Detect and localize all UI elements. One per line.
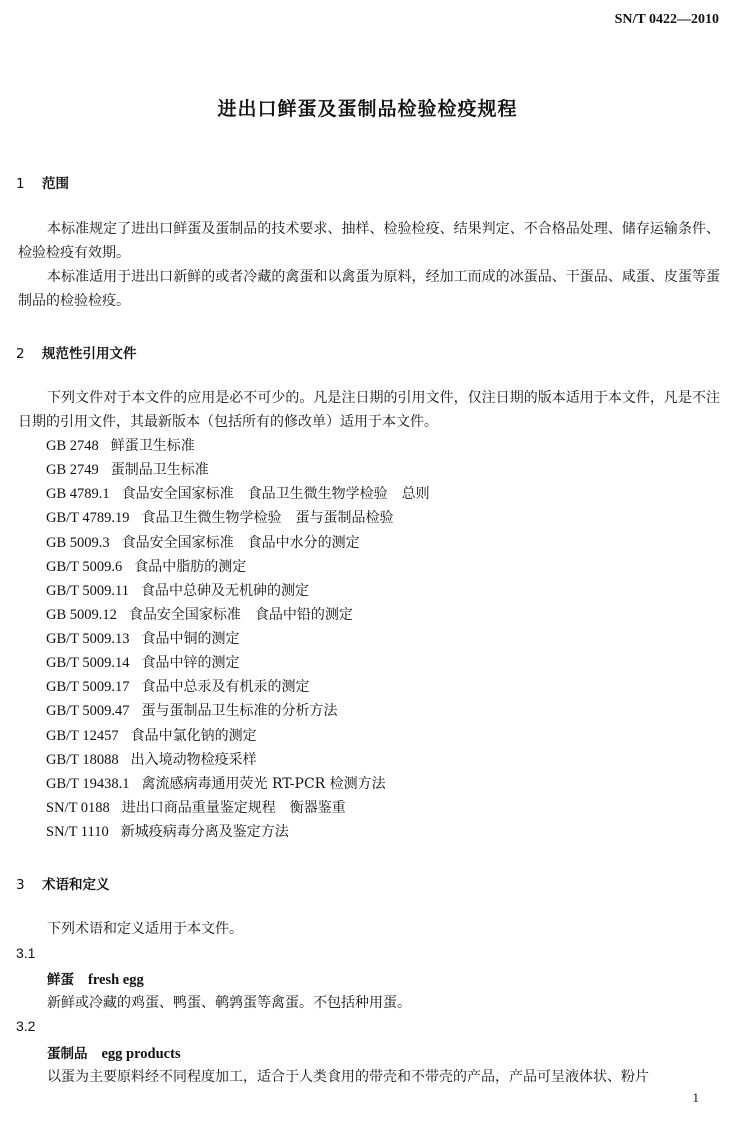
- reference-code: GB/T 5009.17: [46, 679, 130, 696]
- reference-code: GB 5009.3: [46, 534, 110, 551]
- reference-item: [46, 555, 430, 579]
- reference-item: [46, 531, 430, 555]
- reference-item: [46, 458, 430, 482]
- reference-item: [46, 699, 430, 723]
- terms-intro: 下列术语和定义适用于本文件。: [47, 921, 243, 937]
- reference-code: GB 2748: [46, 438, 99, 454]
- section-title: 规范性引用文件: [42, 346, 137, 362]
- term-definition: 以蛋为主要原料经不同程度加工，适合于人类食用的带壳和不带壳的产品，产品可呈液体状、粉片: [47, 1069, 649, 1085]
- reference-title: 食品安全国家标准 食品卫生微生物学检验 总则: [121, 486, 430, 503]
- section-number: 1: [16, 176, 25, 192]
- reference-item: [46, 796, 430, 820]
- term-heading: [47, 968, 144, 989]
- reference-code: GB 2749: [46, 462, 99, 479]
- section-title: 范围: [42, 176, 69, 192]
- reference-code: GB/T 18088: [46, 751, 119, 768]
- reference-item: [46, 506, 430, 530]
- reference-title: 食品安全国家标准 食品中水分的测定: [121, 534, 360, 551]
- reference-code: GB/T 5009.14: [46, 655, 130, 672]
- reference-code: GB/T 5009.11: [46, 582, 129, 599]
- scope-paragraph-2: 本标准适用于进出口新鲜的或者冷藏的禽蛋和以禽蛋为原料，经加工而成的冰蛋品、干蛋品、咸蛋、皮蛋等蛋制品的检验检疫。: [18, 269, 720, 309]
- reference-item: [46, 482, 430, 506]
- reference-title: 鲜蛋卫生标准: [110, 438, 195, 454]
- section-heading-scope: [16, 172, 69, 192]
- reference-item: [46, 651, 430, 675]
- reference-code: GB/T 5009.13: [46, 631, 130, 647]
- reference-item: [46, 724, 430, 748]
- scope-paragraph-1: 本标准规定了进出口鲜蛋及蛋制品的技术要求、抽样、检验检疫、结果判定、不合格品处理、储存运输条件、检验检疫有效期。: [18, 221, 720, 261]
- reference-item: [46, 579, 430, 603]
- section-title: 术语和定义: [42, 877, 110, 893]
- reference-code: GB/T 4789.19: [46, 510, 130, 527]
- reference-title: 食品中锌的测定: [141, 655, 240, 672]
- term-en: fresh egg: [88, 972, 144, 988]
- reference-title: 进出口商品重量鉴定规程 衡器鉴重: [121, 799, 346, 816]
- reference-title: 食品中总砷及无机砷的测定: [140, 582, 309, 599]
- reference-item: [46, 627, 430, 651]
- reference-title: 食品安全国家标准 食品中铅的测定: [128, 606, 353, 623]
- page-number: 1: [692, 1090, 699, 1105]
- reference-title: 禽流感病毒通用荧光 RT-PCR 检测方法: [141, 775, 386, 792]
- reference-title: 食品中总汞及有机汞的测定: [141, 679, 310, 696]
- reference-list: [46, 434, 430, 844]
- reference-title: 食品中铜的测定: [141, 631, 240, 647]
- reference-title: 食品卫生微生物学检验 蛋与蛋制品检验: [141, 510, 394, 527]
- section-heading-references: [16, 342, 137, 362]
- standard-code: SN/T 0422—2010: [614, 12, 719, 27]
- reference-code: SN/T 1110: [46, 824, 109, 840]
- reference-code: SN/T 0188: [46, 799, 110, 816]
- page-title: 进出口鲜蛋及蛋制品检验检疫规程: [217, 98, 518, 120]
- term-number: 3.1: [16, 945, 36, 961]
- reference-code: GB/T 12457: [46, 727, 119, 744]
- reference-item: [46, 748, 430, 772]
- term-en: egg products: [101, 1046, 181, 1062]
- reference-code: GB/T 19438.1: [46, 775, 130, 792]
- term-zh: 蛋制品: [47, 1046, 88, 1062]
- reference-title: 食品中脂肪的测定: [134, 558, 247, 575]
- term-definition: 新鲜或冷藏的鸡蛋、鸭蛋、鹌鹑蛋等禽蛋。不包括种用蛋。: [47, 995, 411, 1011]
- reference-item: [46, 675, 430, 699]
- section-number: 2: [16, 346, 25, 362]
- reference-code: GB 5009.12: [46, 606, 117, 623]
- reference-title: 新城疫病毒分离及鉴定方法: [120, 824, 289, 840]
- reference-item: [46, 603, 430, 627]
- reference-item: [46, 434, 430, 458]
- reference-title: 出入境动物检疫采样: [130, 751, 257, 768]
- section-number: 3: [16, 877, 25, 893]
- section-heading-terms: [16, 873, 110, 893]
- references-intro: 下列文件对于本文件的应用是必不可少的。凡是注日期的引用文件，仅注日期的版本适用于本文件，凡是不注日期的引用文件，其最新版本（包括所有的修改单）适用于本文件。: [18, 390, 720, 430]
- reference-title: 蛋与蛋制品卫生标准的分析方法: [141, 703, 338, 720]
- reference-code: GB/T 5009.6: [46, 558, 123, 575]
- term-number: 3.2: [16, 1018, 36, 1034]
- reference-item: [46, 772, 430, 796]
- reference-item: [46, 820, 430, 844]
- reference-code: GB/T 5009.47: [46, 703, 130, 720]
- term-heading: [47, 1042, 181, 1063]
- reference-code: GB 4789.1: [46, 486, 110, 503]
- reference-title: 食品中氯化钠的测定: [130, 727, 257, 744]
- reference-title: 蛋制品卫生标准: [110, 462, 209, 479]
- term-zh: 鲜蛋: [47, 972, 74, 988]
